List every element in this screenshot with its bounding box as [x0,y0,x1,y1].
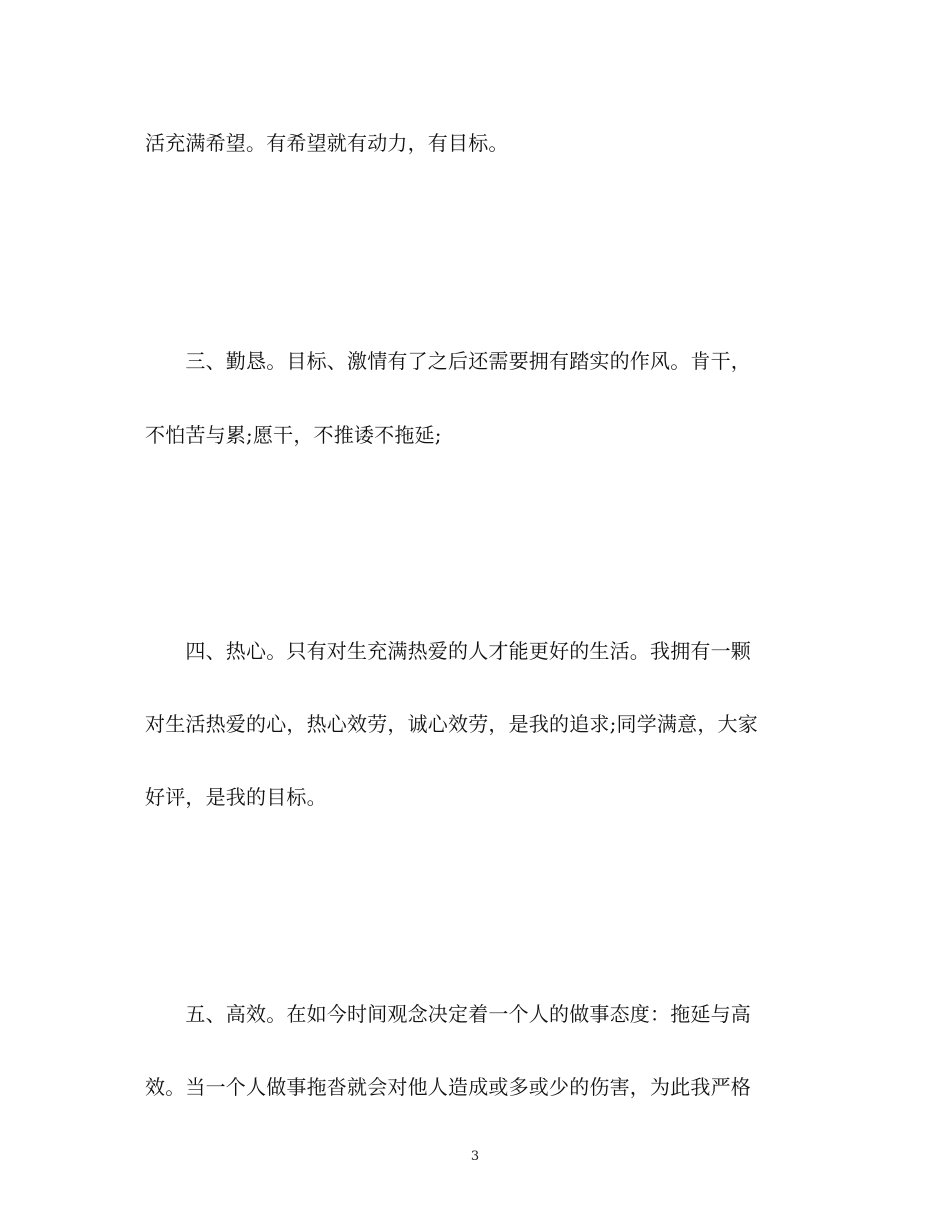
paragraph-1-line-1: 活充满希望。有希望就有动力，有目标。 [145,131,509,155]
page-number: 3 [470,1149,480,1164]
paragraph-3-line-1: 四、热心。只有对生充满热爱的人才能更好的生活。我拥有一颗 [145,639,751,663]
paragraph-3-line-3: 好评，是我的目标。 [145,785,327,809]
paragraph-4-line-2: 效。当一个人做事拖沓就会对他人造成或多或少的伤害，为此我严格 [145,1075,751,1099]
paragraph-4-line-1: 五、高效。在如今时间观念决定着一个人的做事态度：拖延与高 [145,1002,751,1026]
paragraph-3-line-2: 对生活热爱的心，热心效劳，诚心效劳，是我的追求;同学满意，大家 [145,712,758,736]
paragraph-2-line-1: 三、勤恳。目标、激情有了之后还需要拥有踏实的作风。肯干， [145,349,751,373]
paragraph-2-line-2: 不怕苦与累;愿干，不推诿不拖延; [145,423,442,447]
